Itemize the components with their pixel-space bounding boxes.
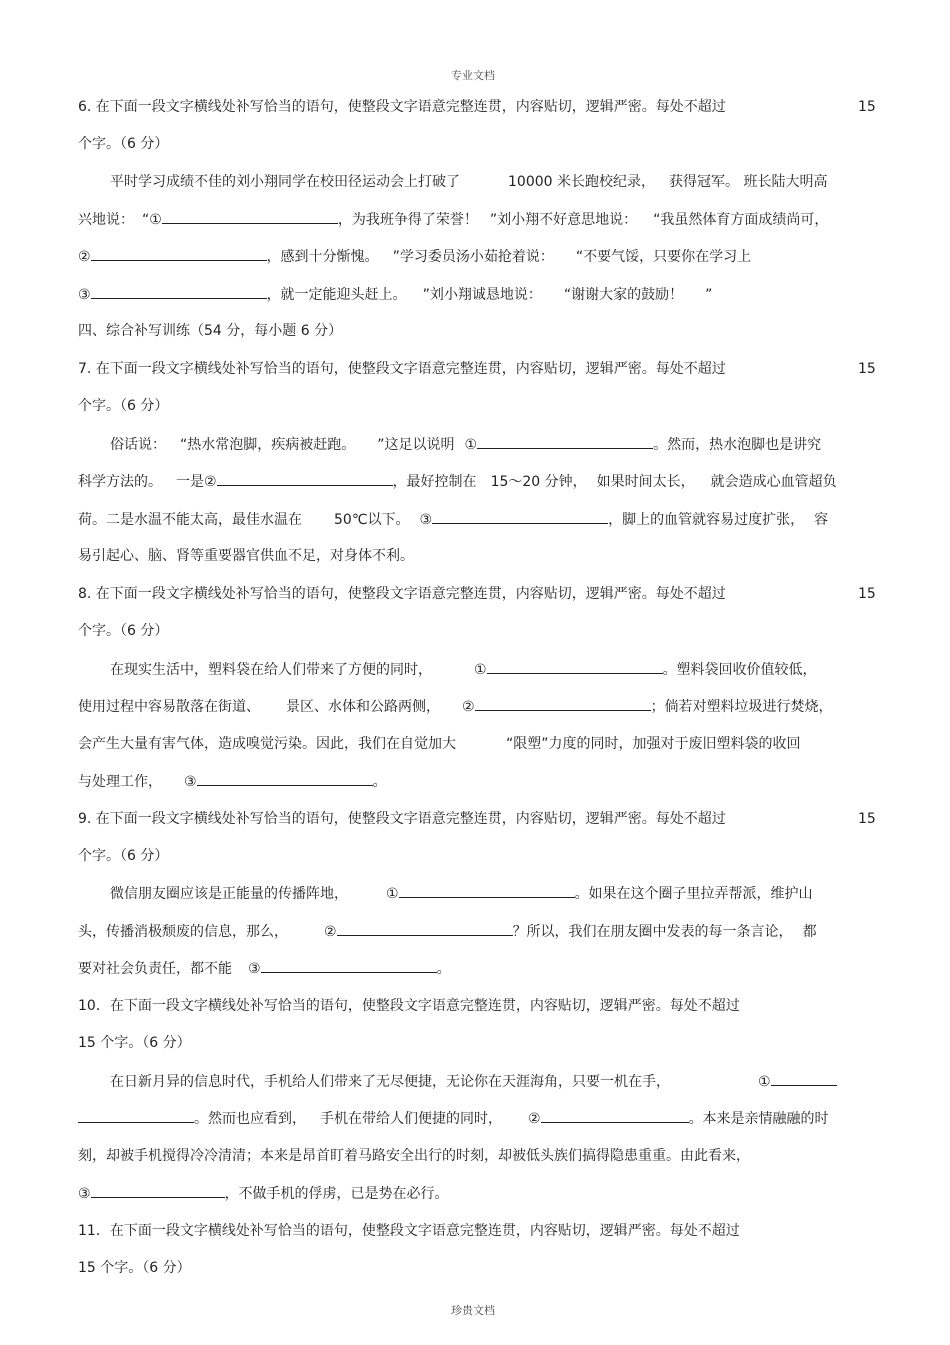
q7-passage-line1: 俗话说： “热水常泡脚，疾病被赶跑。 ”这足以说明 ① 。然而，热水泡脚也是讲究 xyxy=(110,434,821,455)
q10-passage-line1: 在日新月异的信息时代，手机给人们带来了无尽便捷，无论你在天涯海角，只要一机在手， ① xyxy=(110,1071,837,1092)
q9-instruction: 9. 在下面一段文字横线处补写恰当的语句，使整段文字语意完整连贯，内容贴切，逻辑严密。每处不超过 xyxy=(78,811,726,827)
blank-marker-3: ③ xyxy=(184,774,197,790)
q6-passage-line4: ③ ，就一定能迎头赶上。 ”刘小翔诚恳地说： “谢谢大家的鼓励！ ” xyxy=(78,284,712,305)
q8-passage-line3: 会产生大量有害气体，造成嗅觉污染。因此，我们在自觉加大 “限塑”力度的同时，加强对于废旧塑料袋的收回 xyxy=(78,736,801,752)
blank-marker-3: ③ xyxy=(248,961,261,977)
q6-limit-number: 15 xyxy=(858,99,876,115)
blank-marker-2: ② xyxy=(78,249,91,265)
blank-marker-2: ② xyxy=(528,1111,541,1127)
q10-instruction: 10．在下面一段文字横线处补写恰当的语句，使整段文字语意完整连贯，内容贴切，逻辑严密。每处不超过 xyxy=(78,998,740,1014)
q6-instruction: 6. 在下面一段文字横线处补写恰当的语句，使整段文字语意完整连贯，内容贴切，逻辑严密。每处不超过 xyxy=(78,99,726,115)
q6-passage-line3: ② ，感到十分惭愧。 ”学习委员汤小茹抢着说： “不要气馁，只要你在学习上 xyxy=(78,246,751,267)
q9-limit-number: 15 xyxy=(858,811,876,827)
q8-passage-line2: 使用过程中容易散落在街道、 景区、水体和公路两侧， ② ；倘若对塑料垃圾进行焚烧， xyxy=(78,696,833,717)
q8-instruction: 8. 在下面一段文字横线处补写恰当的语句，使整段文字语意完整连贯，内容贴切，逻辑严密。每处不超过 xyxy=(78,586,726,602)
q6-blank-1[interactable] xyxy=(162,209,338,224)
q7-blank-2[interactable] xyxy=(217,471,393,486)
q9-blank-2[interactable] xyxy=(337,921,513,936)
blank-marker-1: ① xyxy=(474,662,487,678)
q9-score: 个字。（6 分） xyxy=(78,848,169,864)
q8-blank-2[interactable] xyxy=(475,696,651,711)
q6-blank-3[interactable] xyxy=(91,284,267,299)
page-footer: 珍贵文档 xyxy=(451,1304,495,1317)
q10-score: 15 个字。（6 分） xyxy=(78,1035,191,1051)
q6-passage-line2: 兴地说： “① ，为我班争得了荣誉！ ”刘小翔不好意思地说： “我虽然体育方面成绩尚可， xyxy=(78,209,828,230)
q10-blank-1a[interactable] xyxy=(771,1071,837,1086)
q7-passage-line4: 易引起心、脑、肾等重要器官供血不足，对身体不利。 xyxy=(78,548,414,564)
blank-marker-1: ① xyxy=(464,437,478,453)
q7-blank-1[interactable] xyxy=(477,434,653,449)
q10-passage-line2: 。然而也应看到， 手机在带给人们便捷的同时， ② 。本来是亲情融融的时 xyxy=(78,1108,829,1129)
q8-limit-number: 15 xyxy=(858,586,876,602)
q7-limit-number: 15 xyxy=(858,361,876,377)
page-header: 专业文档 xyxy=(451,69,495,82)
q8-passage-line4: 与处理工作， ③ 。 xyxy=(78,771,387,792)
q9-passage-line3: 要对社会负责任，都不能 ③ 。 xyxy=(78,958,451,979)
q11-instruction: 11．在下面一段文字横线处补写恰当的语句，使整段文字语意完整连贯，内容贴切，逻辑严密。每处不超过 xyxy=(78,1223,740,1239)
blank-marker-1: ① xyxy=(386,886,399,902)
q7-passage-line3: 荷。二是水温不能太高，最佳水温在 50℃以下。 ③ ，脚上的血管就容易过度扩张， 容 xyxy=(78,509,828,530)
q7-blank-3[interactable] xyxy=(432,509,608,524)
blank-marker-2: ② xyxy=(462,699,475,715)
q7-score: 个字。（6 分） xyxy=(78,398,169,414)
q6-passage-line1: 平时学习成绩不佳的刘小翔同学在校田径运动会上打破了 10000 米长跑校纪录， 获得冠军。 班长陆大明高 xyxy=(110,174,828,190)
blank-marker-2: ② xyxy=(204,474,217,490)
q6-score: 个字。（6 分） xyxy=(78,136,169,152)
q8-score: 个字。（6 分） xyxy=(78,623,169,639)
q10-passage-line4: ③ ，不做手机的俘虏，已是势在必行。 xyxy=(78,1183,449,1204)
q8-blank-1[interactable] xyxy=(487,659,663,674)
q10-passage-line3: 刻，却被手机搅得冷冷清清；本来是昂首盯着马路安全出行的时刻，却被低头族们搞得隐患重重。由此看来， xyxy=(78,1148,750,1164)
blank-marker-3: ③ xyxy=(419,512,433,528)
q9-passage-line1: 微信朋友圈应该是正能量的传播阵地， ① 。如果在这个圈子里拉弄帮派，维护山 xyxy=(110,883,813,904)
section-heading: 四、综合补写训练（54 分，每小题 6 分） xyxy=(78,323,343,339)
blank-marker-3: ③ xyxy=(78,1186,91,1202)
blank-marker-3: ③ xyxy=(78,287,91,303)
q10-blank-3[interactable] xyxy=(91,1183,225,1198)
q6-blank-2[interactable] xyxy=(91,246,267,261)
blank-marker-1: ① xyxy=(149,212,162,228)
q9-blank-1[interactable] xyxy=(399,883,575,898)
q7-instruction: 7. 在下面一段文字横线处补写恰当的语句，使整段文字语意完整连贯，内容贴切，逻辑严密。每处不超过 xyxy=(78,361,726,377)
q7-passage-line2: 科学方法的。 一是② ，最好控制在 15～20 分钟， 如果时间太长， 就会造成心血管超负 xyxy=(78,471,837,492)
q9-passage-line2: 头，传播消极颓废的信息，那么， ② ？所以，我们在朋友圈中发表的每一条言论， 都 xyxy=(78,921,817,942)
q11-score: 15 个字。（6 分） xyxy=(78,1260,191,1276)
q10-blank-2[interactable] xyxy=(541,1108,689,1123)
q8-blank-3[interactable] xyxy=(197,771,373,786)
q10-blank-1b[interactable] xyxy=(78,1108,194,1123)
q8-passage-line1: 在现实生活中，塑料袋在给人们带来了方便的同时， ① 。塑料袋回收价值较低， xyxy=(110,659,817,680)
blank-marker-2: ② xyxy=(324,924,337,940)
q9-blank-3[interactable] xyxy=(261,958,437,973)
blank-marker-1: ① xyxy=(758,1074,771,1090)
